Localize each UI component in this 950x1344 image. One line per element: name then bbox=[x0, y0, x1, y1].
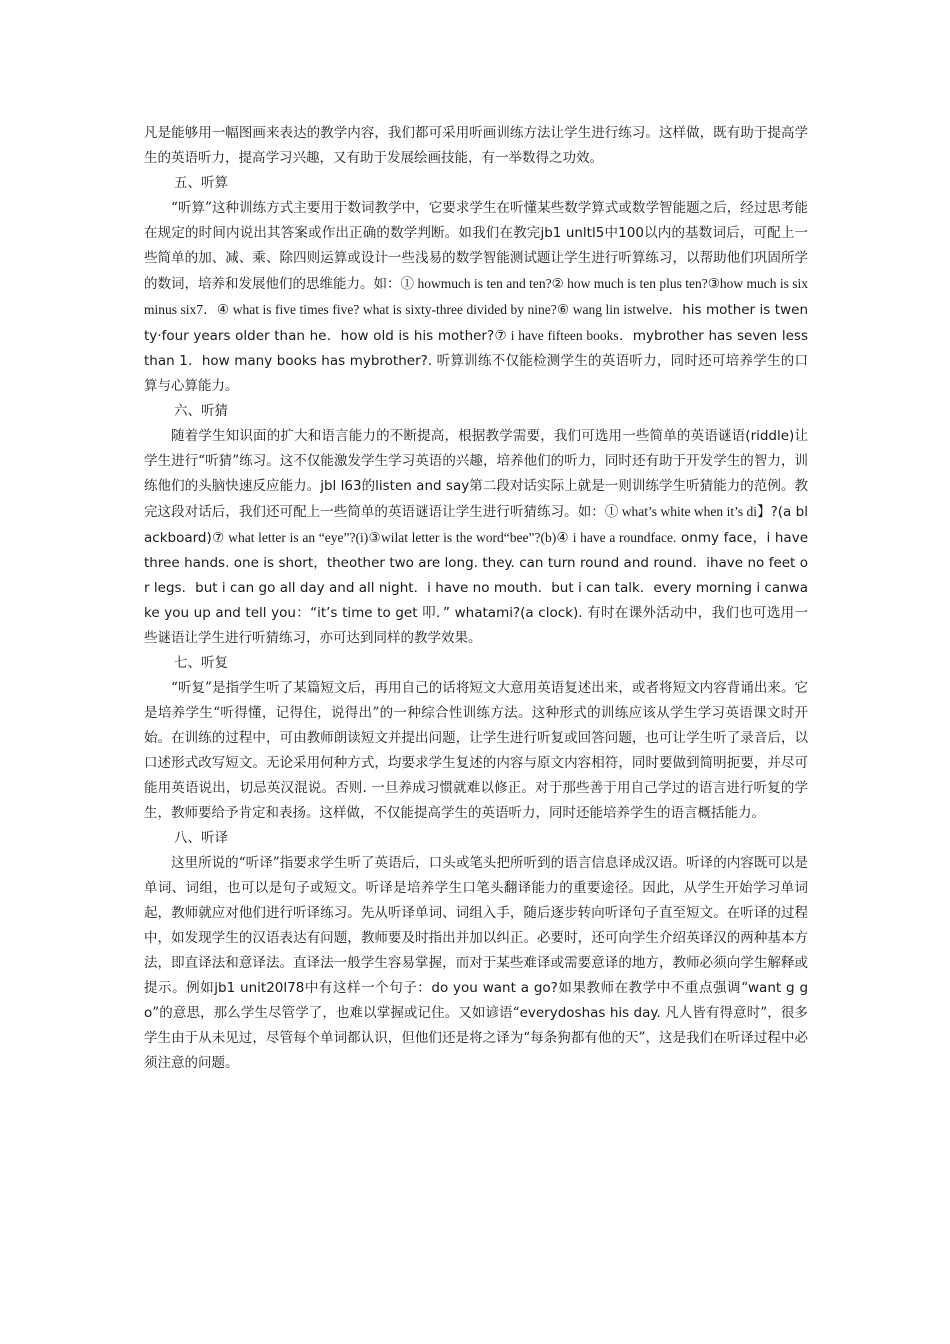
text-run: 这里所说的“听译”指要求学生听了英语后，口头或笔头把所听到的语言信息译成汉语。听译的内容既可以是单词、词组，也可以是句子或短文。听译是培养学生口笔头翻译能力的重要途径。因此，从学生开始学习单词起，教师就应对他们进行听译练习。先从听译单词、词组入手，随后逐步转向听译句子直至短文。在听译的过程中，如发现学生的汉语表达有问题，教师要及时指出并加以纠正。必要时，还可向学生介绍英译汉的两种基本方法，即直译法和意译法。直译法一般学生容易掌握，而对于某些难译或需要意译的地方，教师必须向学生解释或提示。例如 bbox=[144, 855, 808, 996]
text-run: 中 bbox=[604, 225, 619, 241]
text-run: everydoshas his day. bbox=[519, 1005, 661, 1021]
text-run: “听算”这种训练方式主要用于数词教学中，它要求学生在听懂某些数学算式或数学智能题之后，经过思考能在规定的时间内说出其答案或作出正确的数学判断。如我们在教完 bbox=[144, 200, 808, 241]
text-run: 如果教师在教学中不重点强调“ bbox=[557, 980, 749, 996]
paragraph-listen-calculate bbox=[144, 196, 808, 399]
document-page bbox=[144, 121, 808, 1076]
text-run: (riddle) bbox=[745, 428, 795, 444]
text-run: 以内的基数词后，可配上一些简单的加、减、乘、除四则运算或设计一些浅易的数学智能测试题让学生进行听算练习，以帮助他们巩固所学的数词，培养和发展他们的思维能力。如：① bbox=[144, 225, 809, 292]
text-run: 第二段对话实际上就是一则训练学生听猜能力的范例。教完这段对话后，我们还可配上一些简单的英语谜语让学生进行听猜练习。如：① bbox=[144, 478, 809, 520]
paragraph-listen-draw: 凡是能够用一幅图画来表达的教学内容，我们都可采用听画训练方法让学生进行练习。这样做，既有助于提高学生的英语听力，提高学习兴趣，又有助于发展绘画技能，有一举数得之功效。 bbox=[144, 125, 808, 166]
heading-listen-guess: 六、听猜 bbox=[174, 403, 228, 419]
text-run: ”的意思，那么学生尽管学了，也难以掌握或记住。又如谚语“ bbox=[152, 1005, 520, 1021]
paragraph-listen-translate bbox=[144, 851, 808, 1076]
text-run: 中有这样一个句子： bbox=[304, 980, 432, 996]
heading-listen-translate: 八、听译 bbox=[174, 830, 228, 846]
text-run: 让学生进行“听猜”练习。这不仅能激发学生学习英语的兴趣，培养他们的听力，同时还有助于开发学生的智力，训练他们的头脑快速反应能力。 bbox=[144, 428, 809, 494]
text-run: 的 bbox=[361, 478, 376, 494]
text-run: his mother is twenty·four years older than he．how old is his mother? bbox=[144, 302, 809, 344]
text-run: onmy face，i have three hands. one is short，theother two are long. they. can turn round and round．ihave no feet or legs．but i can go all day and all night．i have no mouth．but i can talk．every morning i canwake you up and tell you：“it’s time to get 叩．” whatami?(a clock). bbox=[144, 530, 808, 621]
text-run: do you want a go? bbox=[431, 980, 558, 996]
text-run: 100 bbox=[618, 225, 644, 241]
text-run: want g go bbox=[144, 980, 809, 1021]
text-run: what’s white when it’s di bbox=[618, 504, 758, 519]
text-run: jb1 unltl5 bbox=[540, 225, 605, 241]
text-run: howmuch is ten and ten?② how much is ten plus ten?③how much is six minus six7．④ what is five times five? what is sixty-three divided by nine?⑥ wang lin istwelve． bbox=[144, 276, 809, 317]
heading-listen-retell: 七、听复 bbox=[174, 655, 228, 671]
paragraph-listen-guess bbox=[144, 424, 808, 651]
text-run: jbl l63 bbox=[320, 478, 362, 494]
text-run: 随着学生知识面的扩大和语言能力的不断提高，根据教学需要，我们可选用一些简单的英语谜语 bbox=[171, 428, 746, 444]
text-run: ⑦ what letter is an “eye”?(i)③wilat letter is the word“bee”?(b)④ i have a roundface. bbox=[211, 530, 677, 545]
text-run: 】?(a blackboard) bbox=[144, 504, 808, 546]
text-run: mybrother has seven less than 1．how many books has mybrother?. bbox=[144, 328, 808, 369]
text-run: ⑦ i have fifteen books． bbox=[494, 328, 633, 343]
heading-listen-calculate: 五、听算 bbox=[174, 175, 228, 191]
paragraph-listen-retell: “听复”是指学生听了某篇短文后，再用自己的话将短文大意用英语复述出来，或者将短文内容背诵出来。它是培养学生“听得懂，记得住，说得出”的一种综合性训练方法。这种形式的训练应该从学生学习英语课文时开始。在训练的过程中，可由教师朗读短文并提出问题，让学生进行听复或回答问题，也可让学生听了录音后，以口述形式改写短文。无论采用何种方式，均要求学生复述的内容与原文内容相符，同时要做到简明扼要，并尽可能用英语说出，切忌英汉混说。否则. 一旦养成习惯就难以修正。对于那些善于用自己学过的语言进行听复的学生，教师要给予肯定和表扬。这样做，不仅能提高学生的英语听力，同时还能培养学生的语言概括能力。 bbox=[144, 680, 808, 821]
text-run: 有时在课外活动中，我们也可选用一些谜语让学生进行听猜练习，亦可达到同样的教学效果。 bbox=[144, 605, 808, 646]
text-run: jb1 unit20l78 bbox=[214, 980, 305, 996]
text-run: 听算训练不仅能检测学生的英语听力，同时还可培养学生的口算与心算能力。 bbox=[144, 353, 808, 394]
text-run: listen and say bbox=[375, 478, 470, 494]
text-run: 凡人皆有得意时”，很多学生由于从未见过，尽管每个单词都认识，但他们还是将之译为“每条狗都有他的天”，这是我们在听译过程中必须注意的问题。 bbox=[144, 1005, 808, 1071]
